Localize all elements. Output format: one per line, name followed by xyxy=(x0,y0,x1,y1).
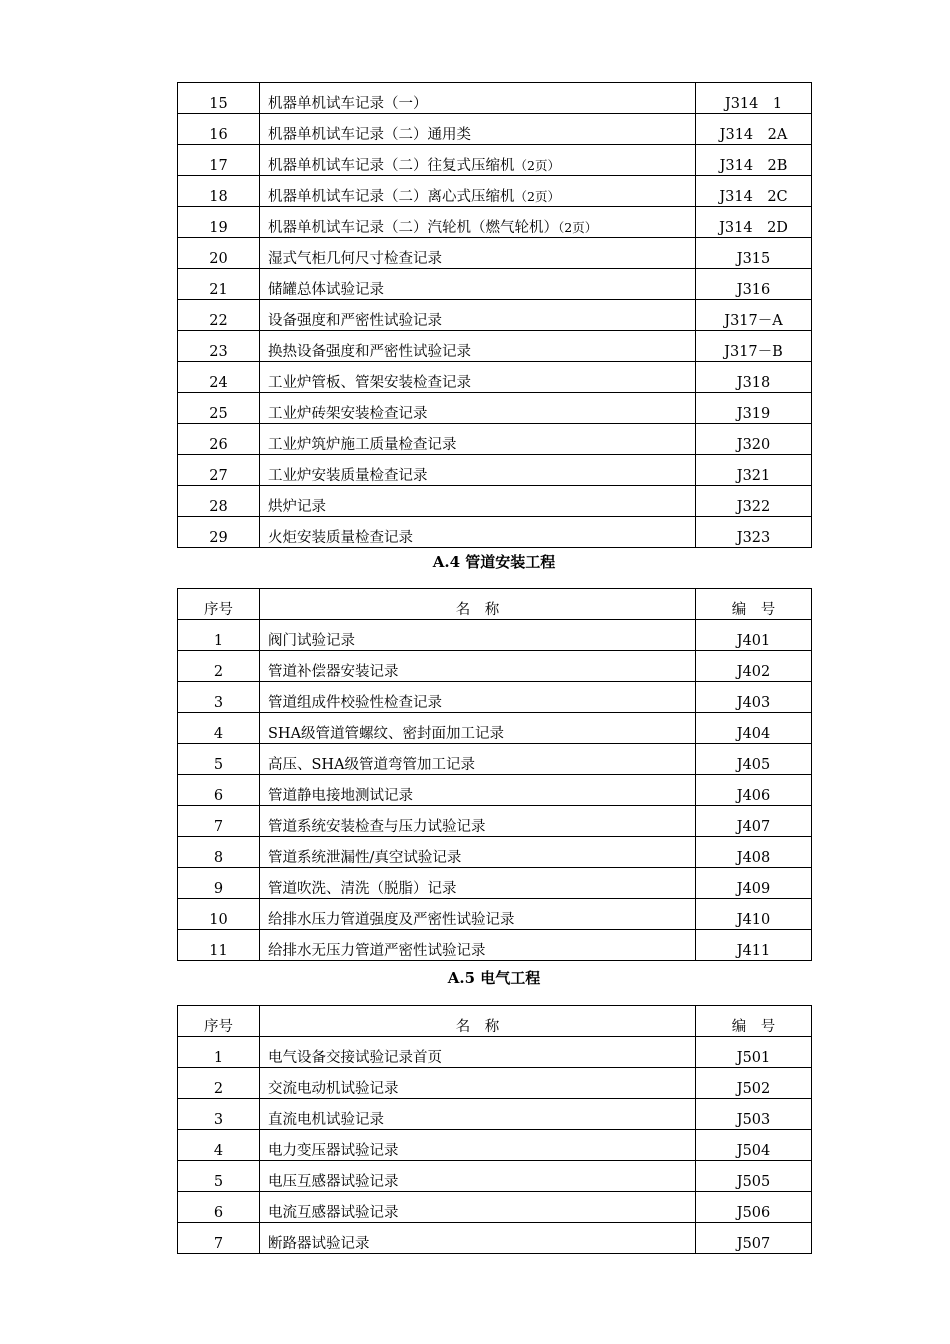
row-number: 10 xyxy=(178,899,260,930)
table-body xyxy=(178,83,812,548)
row-code: J501 xyxy=(696,1037,812,1068)
row-name: 给排水无压力管道严密性试验记录 xyxy=(260,930,696,961)
row-number: 5 xyxy=(178,744,260,775)
row-name-cell xyxy=(260,176,696,207)
row-code: J314 2A xyxy=(696,114,812,145)
row-code: J507 xyxy=(696,1223,812,1254)
row-code: J322 xyxy=(696,486,812,517)
table-row xyxy=(178,682,812,713)
row-name: 储罐总体试验记录 xyxy=(260,269,696,300)
row-name: 换热设备强度和严密性试验记录 xyxy=(260,331,696,362)
header-code: 编 号 xyxy=(696,589,812,620)
row-name: 设备强度和严密性试验记录 xyxy=(260,300,696,331)
table-row xyxy=(178,207,812,238)
header-name: 名 称 xyxy=(260,589,696,620)
row-number: 7 xyxy=(178,1223,260,1254)
row-name-cell xyxy=(260,207,696,238)
row-name: 管道静电接地测试记录 xyxy=(260,775,696,806)
row-name: 工业炉管板、管架安装检查记录 xyxy=(260,362,696,393)
row-number: 5 xyxy=(178,1161,260,1192)
row-number: 15 xyxy=(178,83,260,114)
table-row xyxy=(178,145,812,176)
row-number: 23 xyxy=(178,331,260,362)
row-code: J321 xyxy=(696,455,812,486)
row-number: 7 xyxy=(178,806,260,837)
row-code: J404 xyxy=(696,713,812,744)
row-code: J407 xyxy=(696,806,812,837)
row-name: 给排水压力管道强度及严密性试验记录 xyxy=(260,899,696,930)
row-code: J314 2C xyxy=(696,176,812,207)
row-name: 管道组成件校验性检查记录 xyxy=(260,682,696,713)
row-code: J502 xyxy=(696,1068,812,1099)
table-row xyxy=(178,1037,812,1068)
row-name: 电力变压器试验记录 xyxy=(260,1130,696,1161)
row-name: 机器单机试车记录（二）汽轮机（燃气轮机） xyxy=(268,220,558,236)
table-row xyxy=(178,331,812,362)
table-body xyxy=(178,589,812,961)
row-code: J409 xyxy=(696,868,812,899)
row-name: 管道系统安装检查与压力试验记录 xyxy=(260,806,696,837)
row-name: 管道补偿器安装记录 xyxy=(260,651,696,682)
row-number: 28 xyxy=(178,486,260,517)
table-row xyxy=(178,114,812,145)
row-page-note: （2页） xyxy=(514,189,560,204)
row-code: J401 xyxy=(696,620,812,651)
table-row xyxy=(178,362,812,393)
row-number: 22 xyxy=(178,300,260,331)
row-code: J505 xyxy=(696,1161,812,1192)
row-name: 工业炉筑炉施工质量检查记录 xyxy=(260,424,696,455)
row-name: 交流电动机试验记录 xyxy=(260,1068,696,1099)
header-code: 编 号 xyxy=(696,1006,812,1037)
row-number: 24 xyxy=(178,362,260,393)
row-name: 机器单机试车记录（二）离心式压缩机 xyxy=(268,189,515,205)
table-row xyxy=(178,176,812,207)
row-number: 2 xyxy=(178,651,260,682)
row-number: 26 xyxy=(178,424,260,455)
row-number: 19 xyxy=(178,207,260,238)
table-row xyxy=(178,930,812,961)
row-name: 电流互感器试验记录 xyxy=(260,1192,696,1223)
row-name: 工业炉安装质量检查记录 xyxy=(260,455,696,486)
table-header-row xyxy=(178,1006,812,1037)
row-number: 18 xyxy=(178,176,260,207)
row-code: J406 xyxy=(696,775,812,806)
header-number: 序号 xyxy=(178,589,260,620)
row-code: J402 xyxy=(696,651,812,682)
row-code: J316 xyxy=(696,269,812,300)
row-name: 火炬安装质量检查记录 xyxy=(260,517,696,548)
table-row xyxy=(178,899,812,930)
table-row xyxy=(178,238,812,269)
row-number: 25 xyxy=(178,393,260,424)
row-code: J403 xyxy=(696,682,812,713)
table-row xyxy=(178,300,812,331)
table-row xyxy=(178,775,812,806)
row-code: J315 xyxy=(696,238,812,269)
table-row xyxy=(178,620,812,651)
row-name: 湿式气柜几何尺寸检查记录 xyxy=(260,238,696,269)
table-row xyxy=(178,517,812,548)
table-row xyxy=(178,744,812,775)
row-name: SHA级管道管螺纹、密封面加工记录 xyxy=(260,713,696,744)
row-number: 6 xyxy=(178,775,260,806)
row-name: 高压、SHA级管道弯管加工记录 xyxy=(260,744,696,775)
row-number: 1 xyxy=(178,1037,260,1068)
table-a3-continued xyxy=(177,82,812,548)
row-number: 9 xyxy=(178,868,260,899)
row-name: 阀门试验记录 xyxy=(260,620,696,651)
row-number: 11 xyxy=(178,930,260,961)
row-code: J408 xyxy=(696,837,812,868)
row-number: 3 xyxy=(178,682,260,713)
row-number: 16 xyxy=(178,114,260,145)
row-name: 管道系统泄漏性/真空试验记录 xyxy=(260,837,696,868)
row-code: J314 1 xyxy=(696,83,812,114)
table-row xyxy=(178,83,812,114)
row-number: 29 xyxy=(178,517,260,548)
row-number: 20 xyxy=(178,238,260,269)
row-name: 电压互感器试验记录 xyxy=(260,1161,696,1192)
section-title-a5: A.5 电气工程 xyxy=(447,969,541,987)
table-row xyxy=(178,1068,812,1099)
row-number: 1 xyxy=(178,620,260,651)
row-number: 4 xyxy=(178,1130,260,1161)
table-row xyxy=(178,713,812,744)
table-row xyxy=(178,868,812,899)
row-number: 27 xyxy=(178,455,260,486)
row-name: 机器单机试车记录（一） xyxy=(260,83,696,114)
row-code: J410 xyxy=(696,899,812,930)
row-number: 3 xyxy=(178,1099,260,1130)
row-name: 断路器试验记录 xyxy=(260,1223,696,1254)
row-number: 17 xyxy=(178,145,260,176)
row-name: 工业炉砖架安装检查记录 xyxy=(260,393,696,424)
table-row xyxy=(178,393,812,424)
table-row xyxy=(178,1223,812,1254)
row-name: 机器单机试车记录（二）通用类 xyxy=(260,114,696,145)
row-number: 6 xyxy=(178,1192,260,1223)
row-number: 8 xyxy=(178,837,260,868)
table-row xyxy=(178,651,812,682)
header-name: 名 称 xyxy=(260,1006,696,1037)
row-name: 直流电机试验记录 xyxy=(260,1099,696,1130)
row-code: J405 xyxy=(696,744,812,775)
row-name-cell xyxy=(260,145,696,176)
table-body xyxy=(178,1006,812,1254)
row-code: J323 xyxy=(696,517,812,548)
table-a4-piping xyxy=(177,588,812,961)
table-row xyxy=(178,269,812,300)
row-name: 电气设备交接试验记录首页 xyxy=(260,1037,696,1068)
table-row xyxy=(178,837,812,868)
row-code: J314 2B xyxy=(696,145,812,176)
row-code: J320 xyxy=(696,424,812,455)
row-code: J411 xyxy=(696,930,812,961)
row-code: J317－A xyxy=(696,300,812,331)
row-page-note: （2页） xyxy=(514,158,560,173)
row-name: 管道吹洗、清洗（脱脂）记录 xyxy=(260,868,696,899)
header-number: 序号 xyxy=(178,1006,260,1037)
table-row xyxy=(178,1161,812,1192)
table-header-row xyxy=(178,589,812,620)
table-row xyxy=(178,806,812,837)
table-row xyxy=(178,1192,812,1223)
row-name: 机器单机试车记录（二）往复式压缩机 xyxy=(268,158,515,174)
row-name: 烘炉记录 xyxy=(260,486,696,517)
row-code: J318 xyxy=(696,362,812,393)
row-number: 2 xyxy=(178,1068,260,1099)
row-code: J503 xyxy=(696,1099,812,1130)
section-title-a4: A.4 管道安装工程 xyxy=(432,553,556,571)
table-row xyxy=(178,1099,812,1130)
table-row xyxy=(178,424,812,455)
table-row xyxy=(178,1130,812,1161)
table-a5-electrical xyxy=(177,1005,812,1254)
row-code: J317－B xyxy=(696,331,812,362)
table-row xyxy=(178,455,812,486)
row-code: J314 2D xyxy=(696,207,812,238)
row-code: J319 xyxy=(696,393,812,424)
row-number: 21 xyxy=(178,269,260,300)
table-row xyxy=(178,486,812,517)
row-code: J504 xyxy=(696,1130,812,1161)
row-number: 4 xyxy=(178,713,260,744)
row-page-note: （2页） xyxy=(558,220,598,235)
row-code: J506 xyxy=(696,1192,812,1223)
